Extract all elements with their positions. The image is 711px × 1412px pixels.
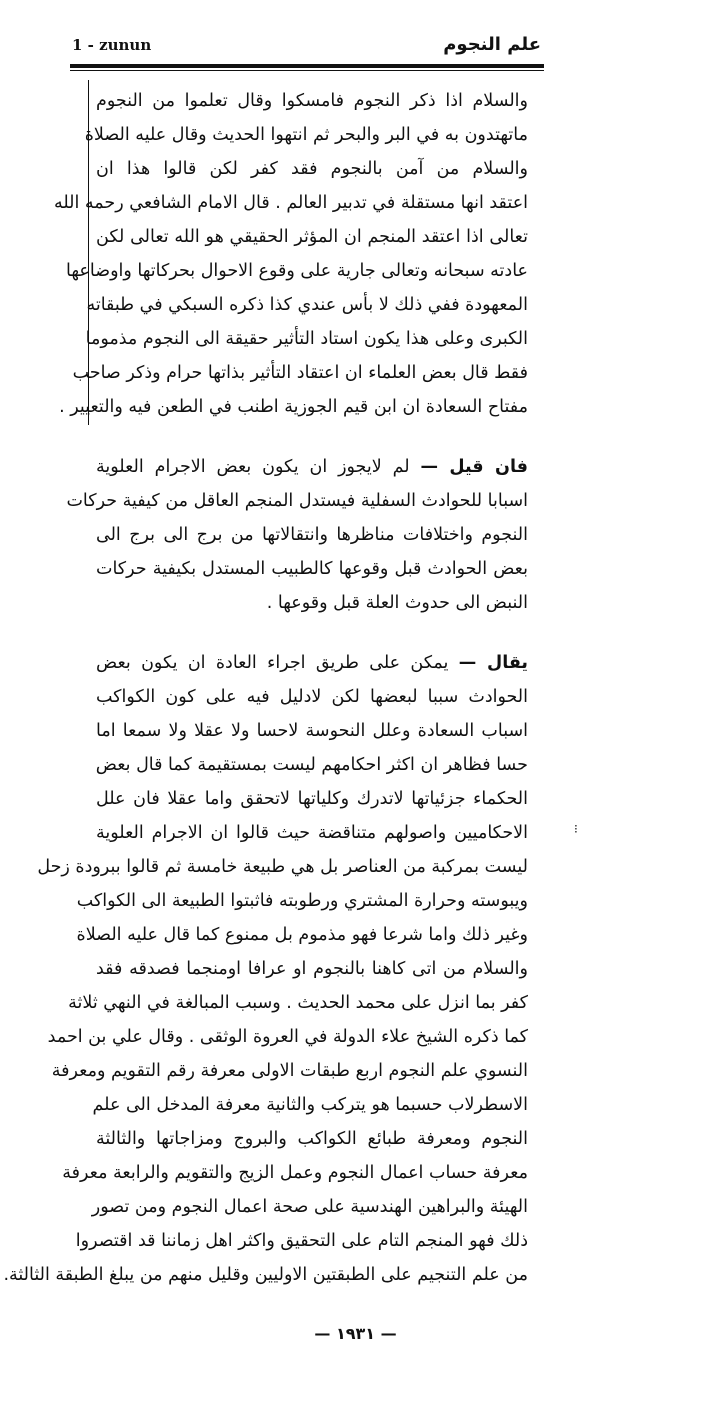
text-line [66,484,528,518]
line-text: اسبابا للحوادث السفلية فيستدل المنجم العاقل من كيفية حركات [66,491,528,511]
text-line [75,1224,528,1258]
text-line [68,986,528,1020]
text-line [84,118,528,152]
line-text: يمكن على طريق اجراء العادة ان يكون بعض [96,653,449,673]
text-line [72,356,528,390]
body-text [3,84,528,1292]
text-line [66,254,528,288]
paragraph [66,450,528,620]
header-rule-thin [70,70,544,71]
line-text: والسلام اذا ذكر النجوم فامسكوا وقال تعلموا من النجوم [96,91,528,111]
line-text: الحوادث سببا لبعضها لكن لادليل فيه على كون الكواكب [96,687,528,707]
line-text: كما ذكره الشيخ علاء الدولة في العروة الوثقى . وقال علي بن احمد [47,1027,528,1047]
text-line [86,288,528,322]
line-text: مفتاح السعادة ان ابن قيم الجوزية اطنب في الطعن فيه والتعيير . [59,397,528,417]
line-text: اسباب السعادة وعلل النحوسة لاحسا ولا عقلا ولا سمعا اما [96,721,528,741]
line-text: ويبوسته وحرارة المشتري ورطوبته فاثبتوا الطبيعة الى الكواكب [76,891,528,911]
text-line [96,680,528,714]
text-line [59,390,528,424]
text-line [96,646,528,680]
text-line [96,816,528,850]
text-line [91,1190,528,1224]
text-line [76,884,528,918]
text-line [96,586,528,620]
line-text: من علم التنجيم على الطبقتين الاوليين وقليل منهم من يبلغ الطبقة الثالثة. [3,1265,528,1285]
text-line [96,518,528,552]
line-text: والسلام من اتى كاهنا بالنجوم او عرافا اومنجما فصدقه فقد [96,959,528,979]
line-text: ذلك فهو المنجم التام على التحقيق واكثر اهل زماننا قد اقتصروا [75,1231,528,1251]
line-text: حسا فظاهر ان اكثر احكامهم ليست بمستقيمة كما قال بعض [95,755,528,775]
line-text: النبض الى حدوث العلة قبل وقوعها . [266,593,528,613]
paragraph-gap [96,424,528,450]
text-line [96,552,528,586]
header-left: 1 - zunun [72,36,152,54]
text-line [3,1258,528,1292]
text-line [53,186,528,220]
header-rule-thick [70,64,544,68]
line-text: بعض الحوادث قبل وقوعها كالطبيب المستدل بكيفية حركات [96,559,528,579]
line-text: لم لايجوز ان يكون بعض الاجرام العلوية [96,457,410,477]
header-title: علم النجوم [443,34,541,55]
text-line [96,952,528,986]
page-number: — ١٩٣١ — [314,1324,397,1343]
line-text: عادته سبحانه وتعالى جارية على وقوع الاحوال بحركاتها واوضاعها [66,261,528,281]
text-line [76,918,528,952]
text-line [96,1122,528,1156]
text-line [47,1020,528,1054]
line-text: المعهودة ففي ذلك لا بأس عندي كذا ذكره السبكي في طبقاته [86,295,528,315]
line-text: والسلام من آمن بالنجوم فقد كفر لكن قالوا هذا ان [96,159,528,179]
text-line [37,850,528,884]
line-text: اعتقد انها مستقلة في تدبير العالم . قال الامام الشافعي رحمه الله [53,193,528,213]
line-text: الاسطرلاب حسبما هو يتركب والثانية معرفة المدخل الى علم [92,1095,528,1115]
line-text: الكبرى وعلى هذا يكون استاد التأثير حقيقة الى النجوم مذموما [85,329,528,349]
stray-mark: ⁝ [574,822,578,836]
line-text: فقط قال بعض العلماء ان اعتقاد التأثير بذاتها حرام وذكر صاحب [72,363,528,383]
line-text: ماتهتدون به في البر والبحر ثم انتهوا الحديث وقال عليه الصلاة [84,125,528,145]
text-line [96,450,528,484]
line-text: معرفة حساب اعمال النجوم وعمل الزيج والتقويم والرابعة معرفة [62,1163,528,1183]
text-line [51,1054,528,1088]
line-text: وغير ذلك واما شرعا فهو مذموم بل ممنوع كما قال عليه الصلاة [76,925,528,945]
text-line [96,84,528,118]
paragraph [3,646,528,1292]
line-text: تعالى اذا اعتقد المنجم ان المؤثر الحقيقي هو الله تعالى لكن [96,227,528,247]
text-line [96,220,528,254]
paragraph-lead: فان قيل — [420,457,528,477]
line-text: النجوم واختلافات مناظرها وانتقالاتها من برج الى برج الى [96,525,528,545]
paragraph-lead: يقال — [458,653,528,673]
text-line [85,322,528,356]
paragraph [53,84,528,424]
line-text: الحكماء جزئياتها لاتدرك وكلياتها لاتحقق واما عقلا فان علل [96,789,528,809]
text-line [96,714,528,748]
line-text: النجوم ومعرفة طبائع الكواكب والبروج ومزاجاتها والثالثة [96,1129,528,1149]
line-text: الهيئة والبراهين الهندسية على صحة اعمال النجوم ومن تصور [91,1197,528,1217]
text-line [62,1156,528,1190]
line-text: كفر بما انزل على محمد الحديث . وسبب المبالغة في النهي ثلاثة [68,993,528,1013]
line-text: ليست بمركبة من العناصر بل هي طبيعة خامسة ثم قالوا ببرودة زحل [37,857,528,877]
line-text: النسوي علم النجوم اربع طبقات الاولى معرفة رقم التقويم ومعرفة [51,1061,528,1081]
line-text: الاحكاميين واصولهم متناقضة حيث قالوا ان الاجرام العلوية [96,823,528,843]
paragraph-gap [96,620,528,646]
text-line [96,152,528,186]
text-line [96,748,528,782]
text-line [96,782,528,816]
text-line [92,1088,528,1122]
